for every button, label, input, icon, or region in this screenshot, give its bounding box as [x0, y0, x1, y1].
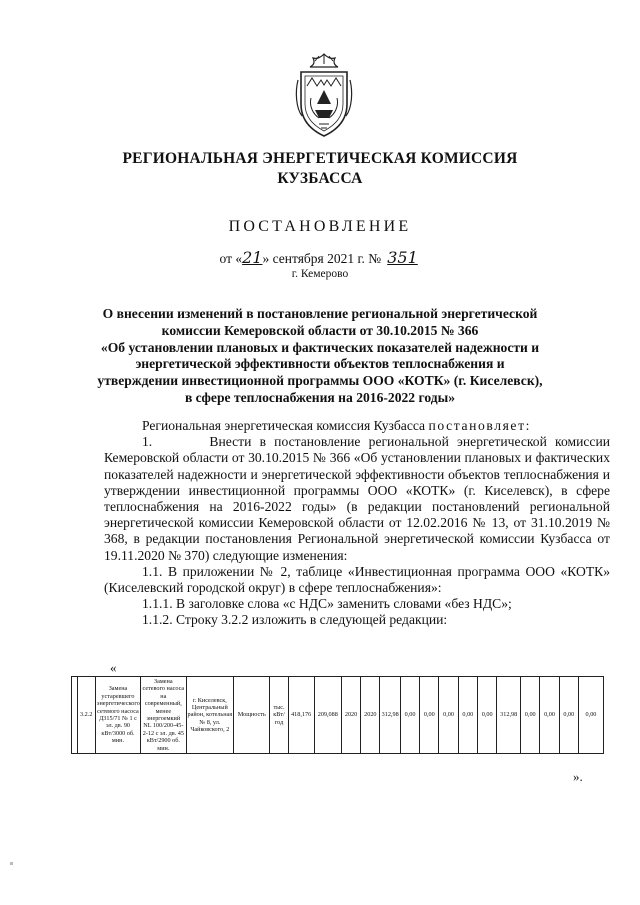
subject-line: О внесении изменений в постановление региональной энергетической — [102, 306, 538, 321]
table-cell-value: 312,98 — [497, 677, 521, 754]
table-cell-value: 0,00 — [559, 677, 578, 754]
table-cell-value: 0,00 — [477, 677, 496, 754]
table-cell-value: 0,00 — [458, 677, 477, 754]
intro-text: Региональная энергетическая комиссия Кузбасса — [142, 418, 429, 433]
table-cell-year-start: 2020 — [341, 677, 360, 754]
quote-close: ». — [573, 769, 583, 784]
table-cell-year-end: 2020 — [361, 677, 380, 754]
subject-line: в сфере теплоснабжения на 2016-2022 годы» — [184, 389, 456, 405]
table-cell-value: 0,00 — [439, 677, 458, 754]
paragraph-item-1-1: 1.1. В приложении № 2, таблице «Инвестиционная программа ООО «КОТК» (Киселевский городской округ) в сфере теплоснабжения»: — [104, 563, 610, 596]
intro-resolves: постановляет: — [428, 418, 531, 433]
investment-table-row — [71, 676, 604, 754]
table-cell-event-name: Замена устаревшего энергетического сетевого насоса Д315/71 № 1 с эл. дв. 90 кВт/3000 об. мин. — [95, 677, 140, 754]
table-cell-value: 209,088 — [314, 677, 341, 754]
document-date-line — [0, 248, 640, 267]
coat-of-arms-emblem — [293, 52, 355, 138]
document-subject — [92, 306, 548, 407]
table-cell-value: 0,00 — [578, 677, 603, 754]
table-cell-value: 0,00 — [420, 677, 439, 754]
organization-name-line2: КУЗБАССА — [277, 170, 363, 187]
date-day-handwritten: 21 — [242, 248, 263, 267]
table-cell-indicator: Мощность — [234, 677, 270, 754]
table-cell-value: 0,00 — [521, 677, 540, 754]
table-cell-description: Замена сетевого насоса на современный, менее энергоемкий NL 100/200-45-2-12 с эл. дв. 45 кВт/2900 об. мин. — [142, 678, 185, 752]
document-body — [104, 418, 610, 629]
document-city: г. Кемерово — [291, 268, 349, 280]
scan-speck — [10, 862, 13, 865]
table-cell-value: 312,98 — [380, 677, 400, 754]
quote-open: « — [110, 660, 117, 675]
date-middle: » сентября 2021 г. № — [262, 251, 382, 266]
table-cell-row-number: 3.2.2 — [77, 677, 95, 754]
date-prefix: от « — [219, 251, 243, 266]
table-row — [72, 677, 604, 754]
paragraph-item-1: 1. Внести в постановление региональной энергетической комиссии Кемеровской области от 30.10.2015 № 366 «Об установлении плановых и фактических показателей надежности и энергетической эффективности объектов теплоснабжения и утверждении инвестиционной программы ООО «КОТК» (г. Киселевск), в сфере теплоснабжения на 2016-2022 годы» (в редакции постановлений региональной энергетической комиссии Кемеровской области от 12.02.2016 № 13, от 31.10.2019 № 368, в редакции постановления Региональной энергетической комиссии Кузбасса от 19.11.2020 № 370) следующие изменения: — [104, 434, 610, 563]
subject-line: комиссии Кемеровской области от 30.10.2015 № 366 — [161, 322, 479, 338]
table-cell-location: г. Киселевск, Центральный район, котельная № 8, ул. Чайковского, 2 — [186, 677, 234, 754]
intro-paragraph — [104, 418, 610, 434]
paragraph-item-1-1-1: 1.1.1. В заголовке слова «с НДС» заменить словами «без НДС»; — [142, 596, 512, 612]
organization-name-line1: РЕГИОНАЛЬНАЯ ЭНЕРГЕТИЧЕСКАЯ КОМИССИЯ — [122, 150, 518, 167]
subject-line: энергетической эффективности объектов теплоснабжения и — [135, 356, 505, 372]
document-number-handwritten: 351 — [387, 248, 418, 267]
table-cell-unit: тыс. кВт/год — [270, 677, 288, 754]
table-cell-value: 0,00 — [400, 677, 419, 754]
table-cell-value: 0,00 — [540, 677, 559, 754]
paragraph-item-1-1-2: 1.1.2. Строку 3.2.2 изложить в следующей редакции: — [142, 612, 448, 628]
table-cell-value: 418,176 — [288, 677, 314, 754]
subject-line: утверждении инвестиционной программы ООО «КОТК» (г. Киселевск), — [97, 373, 543, 389]
subject-line: «Об установлении плановых и фактических показателей надежности и — [100, 339, 540, 355]
document-title: ПОСТАНОВЛЕНИЕ — [228, 218, 412, 235]
